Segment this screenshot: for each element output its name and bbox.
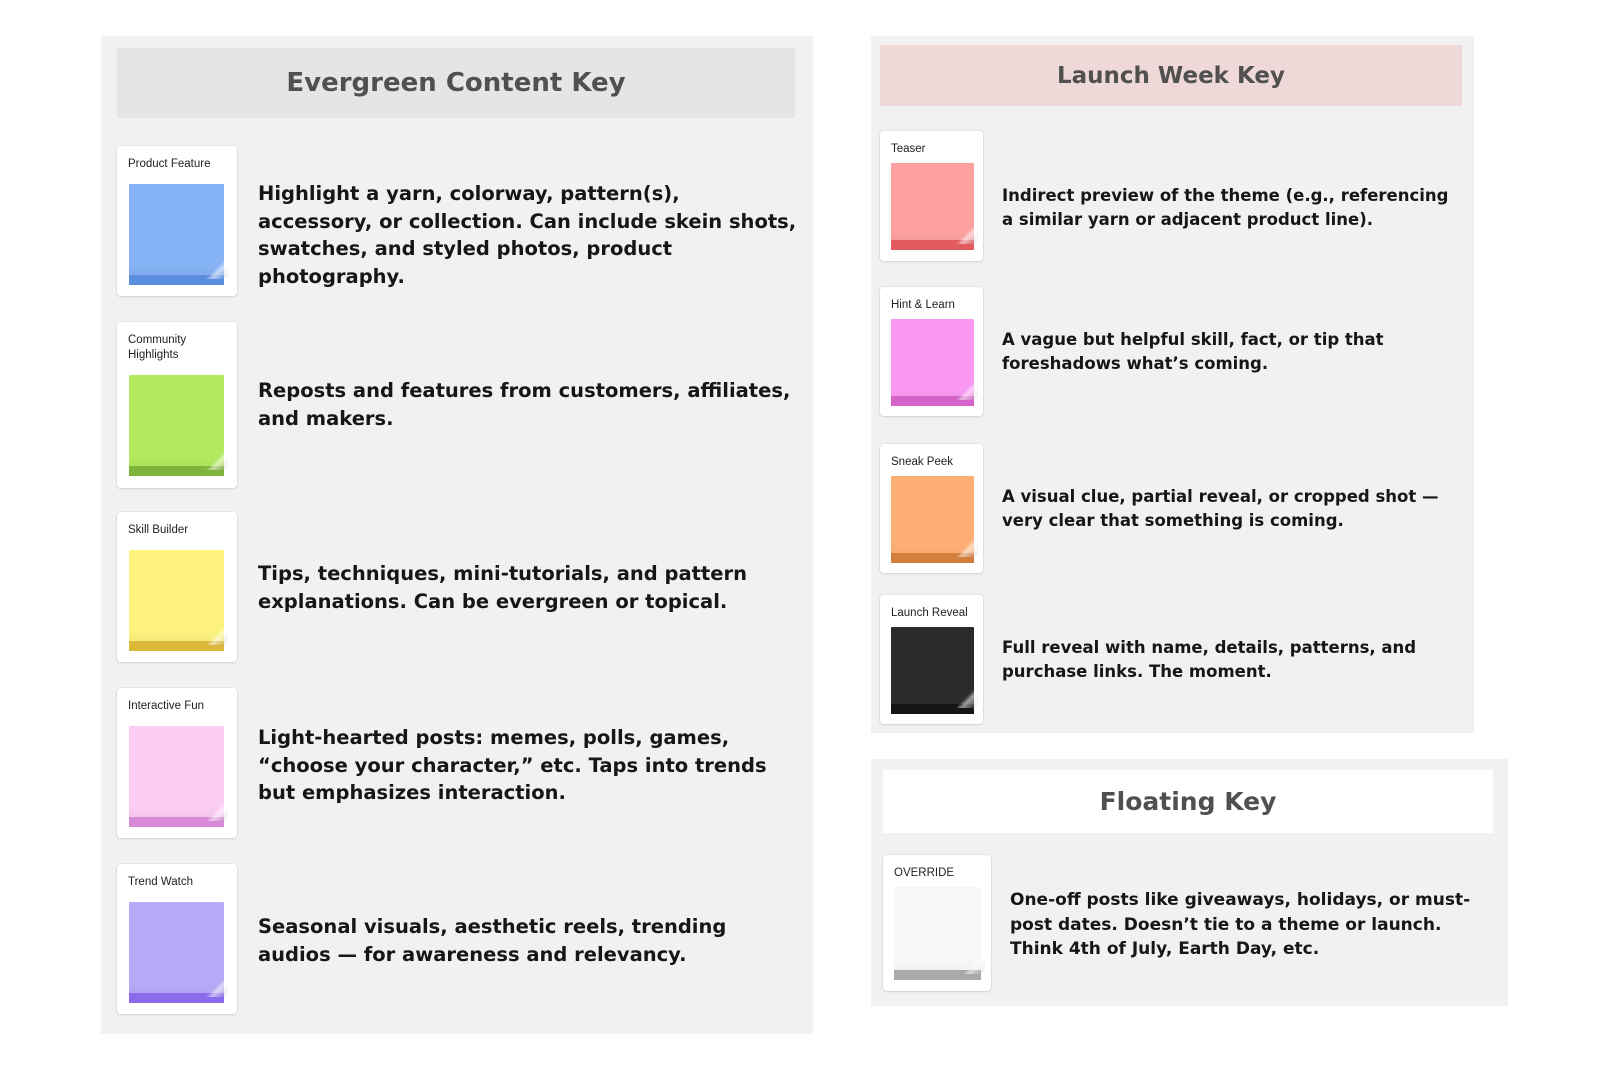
sticky-note-icon <box>129 184 224 285</box>
sticky-note-curl <box>956 224 978 244</box>
key-description: A vague but helpful skill, fact, or tip that foreshadows what’s coming. <box>1002 330 1384 373</box>
sticky-note-curl <box>206 625 228 645</box>
key-card-trend-watch <box>117 864 237 1014</box>
sticky-note-curl <box>963 954 985 974</box>
key-card-product-feature <box>117 146 237 296</box>
sticky-note-icon <box>891 319 974 406</box>
sticky-note-icon <box>129 550 224 651</box>
sticky-note-icon <box>129 726 224 827</box>
sticky-note-icon <box>129 902 224 1003</box>
key-description: Light-hearted posts: memes, polls, games, “choose your character,” etc. Taps into trends but emphasizes interaction. <box>258 726 767 804</box>
key-card-label: Skill Builder <box>128 524 189 536</box>
sticky-note-curl <box>956 537 978 557</box>
key-card-label: Product Feature <box>128 158 211 170</box>
sticky-note-icon <box>891 476 974 563</box>
key-card-label: Community Highlights <box>128 334 187 361</box>
key-description: Tips, techniques, mini-tutorials, and pattern explanations. Can be evergreen or topical. <box>258 562 747 613</box>
evergreen-title: Evergreen Content Key <box>286 68 626 98</box>
launch-week-header <box>880 45 1462 106</box>
sticky-note-icon <box>129 375 224 476</box>
key-card-teaser <box>880 131 983 261</box>
sticky-note-curl <box>206 801 228 821</box>
key-card-label: OVERRIDE <box>894 867 955 879</box>
sticky-note-curl <box>956 380 978 400</box>
key-description: Indirect preview of the theme (e.g., referencing a similar yarn or adjacent product line). <box>1002 186 1449 229</box>
floating-header <box>883 770 1493 833</box>
evergreen-header <box>117 48 795 118</box>
key-card-label: Hint & Learn <box>891 299 955 311</box>
sticky-note-icon <box>894 887 981 980</box>
key-card-label: Trend Watch <box>128 876 193 888</box>
sticky-note-curl <box>206 977 228 997</box>
key-card-override <box>883 855 991 991</box>
key-description: Highlight a yarn, colorway, pattern(s), accessory, or collection. Can include skein shots, swatches, and styled photos, product photography. <box>258 182 797 288</box>
key-description: Seasonal visuals, aesthetic reels, trending audios — for awareness and relevancy. <box>258 915 727 966</box>
key-card-label: Interactive Fun <box>128 700 205 712</box>
key-card-label: Sneak Peek <box>891 456 954 468</box>
key-card-launch-reveal <box>880 595 983 724</box>
sticky-note-icon <box>891 163 974 250</box>
sticky-note-icon <box>891 627 974 714</box>
key-card-community-highlights <box>117 322 237 488</box>
key-description: Full reveal with name, details, patterns, and purchase links. The moment. <box>1002 638 1417 681</box>
sticky-note-curl <box>206 450 228 470</box>
sticky-note-curl <box>206 259 228 279</box>
launch-week-title: Launch Week Key <box>1056 62 1285 89</box>
key-card-interactive-fun <box>117 688 237 838</box>
key-card-skill-builder <box>117 512 237 662</box>
key-card-label: Launch Reveal <box>891 607 968 619</box>
key-card-label: Teaser <box>891 143 926 155</box>
key-description: Reposts and features from customers, affiliates, and makers. <box>258 379 791 430</box>
key-description: One-off posts like giveaways, holidays, or must-post dates. Doesn’t tie to a theme or launch. Think 4th of July, Earth Day, etc. <box>1010 890 1471 959</box>
key-card-hint-and-learn <box>880 287 983 416</box>
sticky-note-curl <box>956 688 978 708</box>
key-description: A visual clue, partial reveal, or cropped shot — very clear that something is coming. <box>1002 487 1439 530</box>
floating-title: Floating Key <box>1099 787 1277 816</box>
key-card-sneak-peek <box>880 444 983 573</box>
